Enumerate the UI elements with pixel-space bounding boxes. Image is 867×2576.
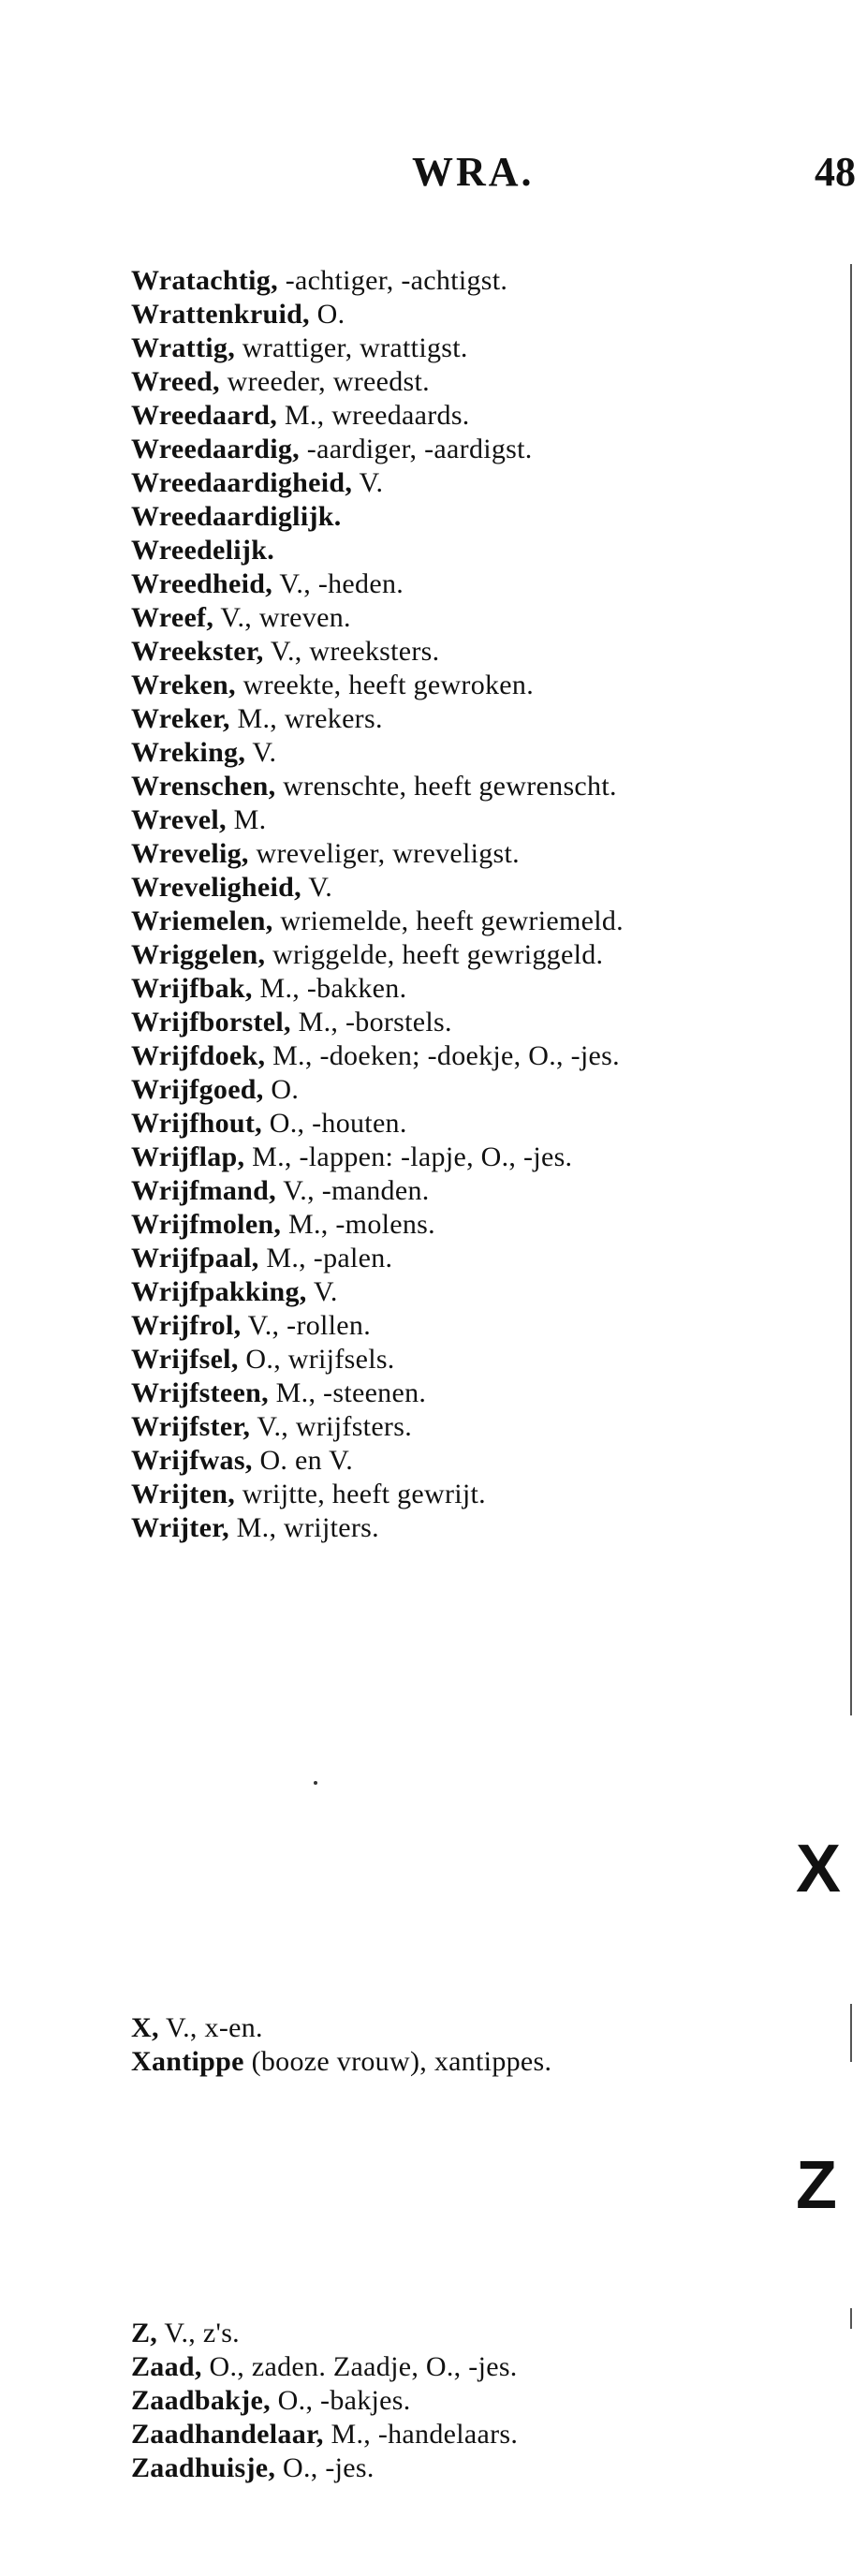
entry-definition: O. [309,299,345,330]
dictionary-entry [131,399,819,433]
dictionary-entry [131,2045,819,2079]
dictionary-entry [131,433,819,466]
entry-headword: Wreveligheid, [131,872,301,903]
margin-rule [850,264,852,1715]
entry-definition: M., -steenen. [268,1377,427,1408]
entry-headword: Zaadhuisje, [131,2452,276,2483]
entry-definition: M., -lappen: -lapje, O., -jes. [244,1141,573,1172]
entry-headword: Wrijten, [131,1479,235,1509]
dictionary-entry [131,938,819,972]
entry-headword: Wreedaardigheid, [131,467,353,498]
entry-definition: O., wrijfsels. [238,1344,395,1375]
entry-headword: Wreedaardiglijk. [131,501,342,532]
dictionary-entry [131,1410,819,1444]
entry-definition: M., wrijters. [228,1512,379,1543]
dictionary-entry [131,1343,819,1376]
letter-heading-z: Z [796,2148,837,2223]
entry-definition: wrenschte, heeft gewrenscht. [275,771,617,802]
dictionary-entry [131,2384,819,2418]
entry-headword: Wrijfpaal, [131,1243,259,1273]
entry-headword: Wrijfborstel, [131,1007,291,1038]
dictionary-entry [131,298,819,331]
section-z [131,2317,819,2485]
dictionary-entry [131,1376,819,1410]
entry-definition: wriemelde, heeft gewriemeld. [272,905,624,936]
entry-headword: Wrijfsel, [131,1344,239,1375]
dictionary-entry [131,1039,819,1073]
entry-definition: O., -jes. [275,2452,375,2483]
page-number: 48 [815,149,856,195]
entry-headword: Wrevel, [131,804,227,835]
dictionary-entry [131,1141,819,1174]
entry-definition: wreekte, heeft gewroken. [235,670,535,700]
dictionary-entry [131,264,819,298]
dictionary-entry [131,2317,819,2350]
entry-definition: wrijtte, heeft gewrijt. [235,1479,486,1509]
entry-definition: V., wreeksters. [263,636,440,667]
entry-definition: V., wreven. [213,602,351,633]
margin-rule [850,2308,852,2329]
entry-headword: Wreedheid, [131,568,273,599]
dictionary-entry [131,837,819,871]
entry-definition: wreeder, wreedst. [219,366,430,397]
margin-rule [850,2004,852,2062]
dictionary-entry [131,702,819,736]
entry-headword: Wriemelen, [131,905,273,936]
entry-definition: V. [301,872,333,903]
entry-headword: Wrijfmolen, [131,1209,282,1240]
entry-definition: V. [306,1276,338,1307]
dictionary-entry [131,1478,819,1511]
dictionary-entry [131,500,819,534]
dictionary-entry [131,1511,819,1545]
dictionary-entry [131,1107,819,1141]
entry-headword: Wrenschen, [131,771,276,802]
entry-definition: M., -bakken. [252,973,407,1004]
entry-headword: Wreedaard, [131,400,278,431]
entry-definition: M., -palen. [258,1243,393,1273]
dictionary-entry [131,1444,819,1478]
entry-headword: Wreef, [131,602,214,633]
entry-definition: -achtiger, -achtigst. [277,265,508,296]
entry-definition: M. [226,804,267,835]
entry-definition: O., zaden. Zaadje, O., -jes. [201,2351,518,2382]
entry-headword: Wrijfhout, [131,1108,262,1139]
entry-headword: Wrijfpakking, [131,1276,307,1307]
dictionary-entry [131,567,819,601]
entry-headword: Wreedelijk. [131,535,275,566]
dictionary-entry [131,601,819,635]
dictionary-entry [131,2011,819,2045]
dictionary-entry [131,2451,819,2485]
entry-definition: V., x-en. [158,2012,263,2043]
dictionary-entry [131,1208,819,1242]
entry-definition: M., -borstels. [290,1007,452,1038]
entry-definition: M., wrekers. [229,703,383,734]
section-x [131,2011,819,2079]
dictionary-entry [131,534,819,567]
dictionary-entry [131,2350,819,2384]
dictionary-entry [131,331,819,365]
entry-headword: Wrijfbak, [131,973,253,1004]
entry-definition: V. [245,737,277,768]
dictionary-entry [131,2418,819,2451]
entry-headword: Wrijfster, [131,1411,251,1442]
running-head: WRA. [412,149,535,195]
entry-definition: (booze vrouw), xantippes. [243,2046,552,2077]
entry-headword: Zaadbakje, [131,2385,271,2416]
entry-headword: Wrevelig, [131,838,249,869]
entry-headword: Wreken, [131,670,236,700]
entry-definition: V., -manden. [275,1175,430,1206]
dictionary-entry [131,871,819,905]
entry-headword: Zaadhandelaar, [131,2419,324,2450]
entry-headword: Xantippe [131,2046,244,2077]
entry-definition: O. [263,1074,300,1105]
dictionary-entry [131,736,819,770]
entry-headword: Z, [131,2318,158,2348]
letter-heading-x: X [796,1832,842,1906]
entry-definition: M., wreedaards. [277,400,470,431]
page-header [0,148,867,204]
entry-headword: Wrattenkruid, [131,299,310,330]
entry-definition: wriggelde, heeft gewriggeld. [265,939,604,970]
entry-definition: wreveliger, wreveligst. [248,838,520,869]
dictionary-entry [131,1006,819,1039]
section-w [131,264,819,1545]
entry-headword: Wreekster, [131,636,264,667]
dictionary-entry [131,1275,819,1309]
entry-definition: M., -doeken; -doekje, O., -jes. [265,1040,620,1071]
entry-definition: wrattiger, wrattigst. [235,332,468,363]
entry-definition: V., wrijfsters. [250,1411,413,1442]
entry-definition: M., -molens. [281,1209,435,1240]
entry-headword: Wreking, [131,737,246,768]
entry-definition: V. [352,467,384,498]
entry-definition: O., -bakjes. [270,2385,411,2416]
entry-headword: Wrijfmand, [131,1175,276,1206]
entry-headword: Wrijfrol, [131,1310,242,1341]
entry-headword: X, [131,2012,159,2043]
dictionary-entry [131,1309,819,1343]
dictionary-entry [131,669,819,702]
entry-headword: Wrijfwas, [131,1445,253,1476]
entry-headword: Zaad, [131,2351,202,2382]
entry-headword: Wreedaardig, [131,434,300,464]
entry-headword: Wrijfsteen, [131,1377,269,1408]
entry-headword: Wreker, [131,703,230,734]
dictionary-entry [131,770,819,803]
entry-definition: O. en V. [252,1445,354,1476]
dictionary-entry [131,635,819,669]
entry-headword: Wreed, [131,366,220,397]
entry-headword: Wrijter, [131,1512,229,1543]
entry-definition: M., -handelaars. [323,2419,519,2450]
entry-headword: Wratachtig, [131,265,278,296]
entry-definition: V., -heden. [272,568,404,599]
dictionary-entry [131,365,819,399]
dictionary-entry [131,466,819,500]
dictionary-entry [131,1073,819,1107]
dictionary-entry [131,905,819,938]
entry-headword: Wrijfdoek, [131,1040,266,1071]
dictionary-entry [131,803,819,837]
entry-definition: O., -houten. [261,1108,407,1139]
entry-headword: Wrijfgoed, [131,1074,264,1105]
entry-definition: V., -rollen. [241,1310,372,1341]
entry-headword: Wrijflap, [131,1141,245,1172]
entry-definition: V., z's. [157,2318,240,2348]
dictionary-entry [131,1174,819,1208]
dictionary-entry [131,1242,819,1275]
print-speck [314,1781,317,1785]
entry-headword: Wrattig, [131,332,235,363]
entry-headword: Wriggelen, [131,939,266,970]
entry-definition: -aardiger, -aardigst. [299,434,533,464]
dictionary-entry [131,972,819,1006]
